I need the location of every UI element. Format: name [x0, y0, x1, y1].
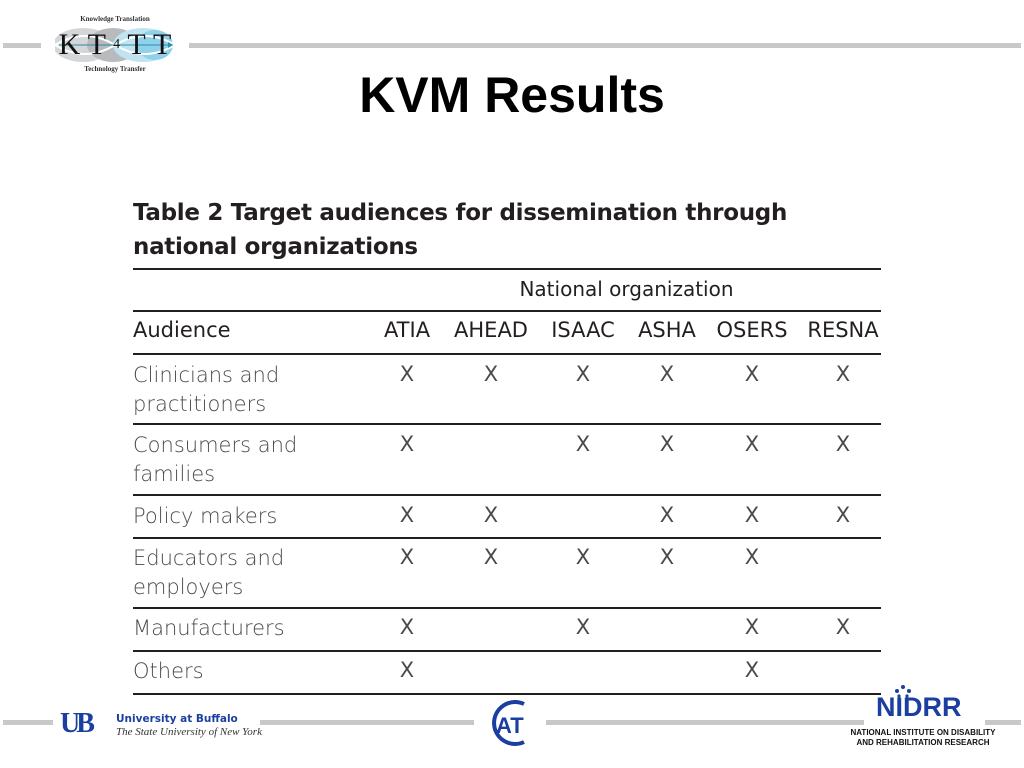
cell-mark: X	[483, 503, 499, 527]
logo-bottom-text: Technology Transfer	[84, 65, 146, 73]
footer-divider	[546, 720, 864, 725]
university-at-buffalo-logo	[60, 706, 260, 742]
header-divider-left	[3, 43, 41, 48]
row-divider	[133, 537, 881, 539]
row-label-manufacturers: Manufacturers	[133, 616, 285, 640]
row-label-policy-makers: Policy makers	[133, 504, 278, 528]
row-divider	[133, 650, 881, 652]
cell-mark: X	[575, 362, 591, 386]
cell-mark: X	[659, 545, 675, 569]
cell-mark: X	[744, 503, 760, 527]
row-label-others: Others	[133, 659, 204, 683]
column-header-ahead: AHEAD	[454, 318, 528, 342]
column-header-rule	[133, 353, 881, 355]
cell-mark: X	[659, 503, 675, 527]
ub-subtitle: The State University of New York	[116, 726, 262, 738]
cell-mark: X	[399, 615, 415, 639]
column-header-audience: Audience	[133, 318, 231, 342]
footer-divider	[3, 720, 53, 725]
row-label-educators: Educators and employers	[133, 546, 285, 599]
cat-logo-icon	[484, 700, 544, 746]
cell-mark: X	[575, 432, 591, 456]
logo-letters: K T 4 T T	[58, 28, 172, 61]
ub-name: University at Buffalo	[116, 713, 238, 725]
cell-mark: X	[575, 545, 591, 569]
logo-top-text: Knowledge Translation	[80, 15, 150, 23]
group-header-national-organization: National organization	[519, 277, 734, 301]
table-caption: Table 2 Target audiences for dissemination through national organizations	[133, 200, 788, 260]
cell-mark: X	[835, 432, 851, 456]
column-header-osers: OSERS	[716, 318, 788, 342]
cell-mark: X	[744, 432, 760, 456]
cell-mark: X	[399, 362, 415, 386]
cell-mark: X	[835, 615, 851, 639]
column-header-atia: ATIA	[383, 318, 431, 342]
cell-mark: X	[659, 432, 675, 456]
row-label-clinicians: Clinicians and practitioners	[133, 363, 280, 416]
header-divider-right	[189, 43, 1021, 48]
group-header-rule	[133, 310, 881, 312]
row-label-consumers: Consumers and families	[133, 433, 298, 486]
cell-mark: X	[483, 362, 499, 386]
column-header-isaac: ISAAC	[551, 318, 615, 342]
footer-divider	[260, 720, 474, 725]
svg-text:AT: AT	[496, 713, 524, 738]
ub-mark-icon: UB	[60, 708, 91, 739]
table-bottom-rule	[133, 693, 881, 695]
column-header-resna: RESNA	[807, 318, 879, 342]
row-divider	[133, 607, 881, 609]
slide-title: KVM Results	[359, 67, 665, 123]
cell-mark: X	[659, 362, 675, 386]
cell-mark: X	[399, 432, 415, 456]
nidrr-logo	[838, 684, 1018, 754]
cell-mark: X	[399, 545, 415, 569]
nidrr-subtitle: NATIONAL INSTITUTE ON DISABILITY AND REHABILITATION RESEARCH	[850, 728, 996, 747]
cell-mark: X	[399, 503, 415, 527]
cell-mark: X	[744, 545, 760, 569]
column-header-asha: ASHA	[638, 318, 696, 342]
row-divider	[133, 494, 881, 496]
cell-mark: X	[744, 658, 760, 682]
cell-mark: X	[575, 615, 591, 639]
cell-mark: X	[483, 545, 499, 569]
table-top-rule	[133, 268, 881, 270]
cell-mark: X	[399, 658, 415, 682]
row-divider	[133, 423, 881, 425]
cell-mark: X	[835, 362, 851, 386]
nidrr-wordmark: NIDRR	[876, 692, 962, 722]
cell-mark: X	[744, 615, 760, 639]
cell-mark: X	[744, 362, 760, 386]
cell-mark: X	[835, 503, 851, 527]
